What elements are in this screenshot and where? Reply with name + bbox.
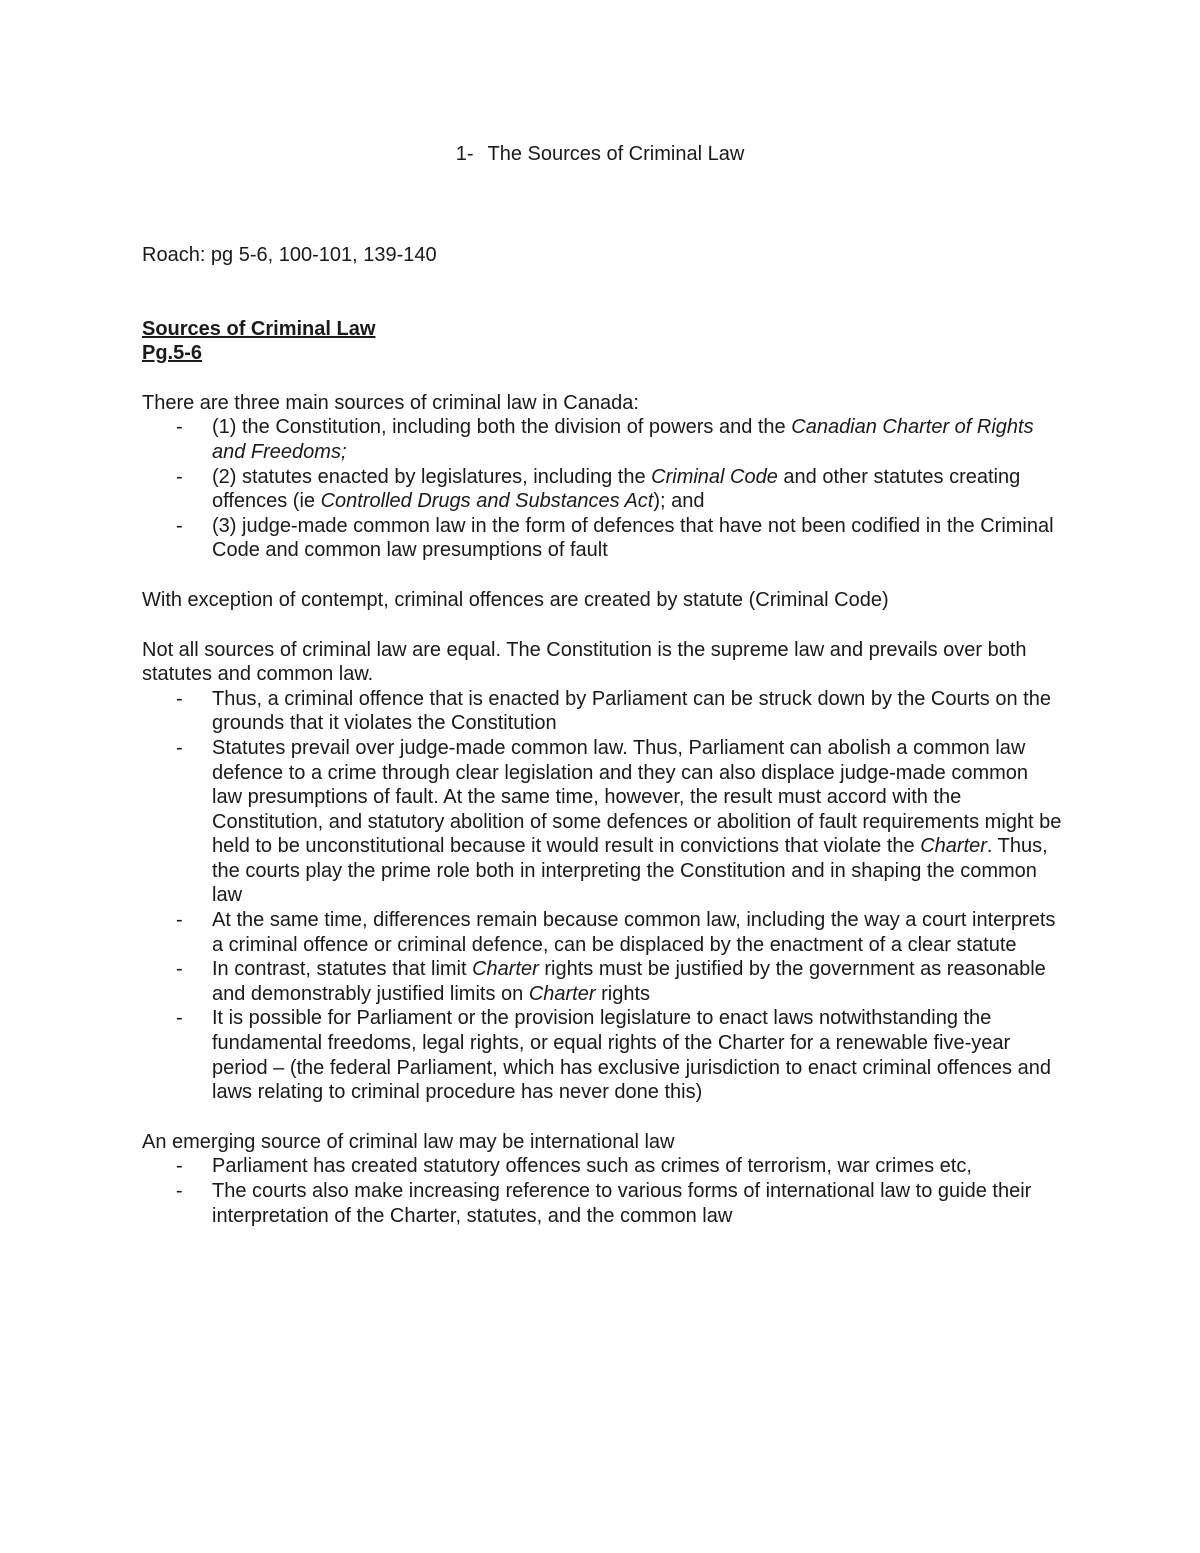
list-item: - Statutes prevail over judge-made common law. Thus, Parliament can abolish a common law defence to a crime through clear legislation and they can also displace judge-made common law presumptions of fault. At the same time, however, the result must accord with the Constitution, and statutory abolition of some defences or abolition of fault requirements might be held to be unconstitutional because it would result in convictions that violate the Charter. Thus, the courts play the prime role both in interpreting the Constitution and in shaping the common law [176,736,1062,907]
document-title [0,142,1200,167]
hierarchy-list [142,687,1062,1105]
sources-list [142,415,1062,563]
contempt-paragraph: With exception of contempt, criminal offences are created by statute (Criminal Code) [142,588,889,611]
sources-intro: There are three main sources of criminal law in Canada: [142,391,639,414]
hierarchy-intro: Not all sources of criminal law are equal. The Constitution is the supreme law and prevails over both statutes and common law. [142,638,1027,686]
bullet-dash: - [176,736,183,759]
bullet-dash: - [176,514,183,537]
bullet-dash: - [176,1007,183,1030]
list-item: - (1) the Constitution, including both the division of powers and the Canadian Charter of Rights and Freedoms; [176,416,1034,463]
reading-reference: Roach: pg 5-6, 100-101, 139-140 [142,244,437,266]
list-item: - At the same time, differences remain because common law, including the way a court interprets a criminal offence or criminal defence, can be displaced by the enactment of a clear statute [176,909,1056,956]
bullet-dash: - [176,909,183,932]
list-item: - The courts also make increasing reference to various forms of international law to guide their interpretation of the Charter, statutes, and the common law [176,1180,1032,1227]
section-pages: Pg.5-6 [142,342,203,365]
bullet-dash: - [176,416,183,439]
bullet-dash: - [176,687,183,710]
bullet-dash: - [176,465,183,488]
section-heading: Sources of Criminal Law [142,317,376,340]
international-list [142,1154,1062,1228]
list-item: - (2) statutes enacted by legislatures, including the Criminal Code and other statutes creating offences (ie Controlled Drugs and Substances Act); and [176,465,1021,513]
bullet-dash: - [176,958,183,981]
title-number: 1- [455,143,474,165]
list-item: - Parliament has created statutory offences such as crimes of terrorism, war crimes etc, [176,1155,972,1178]
bullet-dash: - [176,1180,183,1202]
document-body [142,243,1062,1228]
bullet-dash: - [176,1155,183,1178]
list-item: - (3) judge-made common law in the form of defences that have not been codified in the Criminal Code and common law presumptions of fault [176,514,1054,562]
list-item: - Thus, a criminal offence that is enacted by Parliament can be struck down by the Courts on the grounds that it violates the Constitution [176,687,1051,735]
title-text: The Sources of Criminal Law [487,143,745,165]
list-item: - In contrast, statutes that limit Charter rights must be justified by the government as reasonable and demonstrably justified limits on Charter rights [176,958,1046,1005]
list-item: - It is possible for Parliament or the provision legislature to enact laws notwithstanding the fundamental freedoms, legal rights, or equal rights of the Charter for a renewable five-year period – (the federal Parliament, which has exclusive jurisdiction to enact criminal offences and laws relating to criminal procedure has never done this) [176,1007,1051,1104]
international-intro: An emerging source of criminal law may be international law [142,1130,675,1153]
